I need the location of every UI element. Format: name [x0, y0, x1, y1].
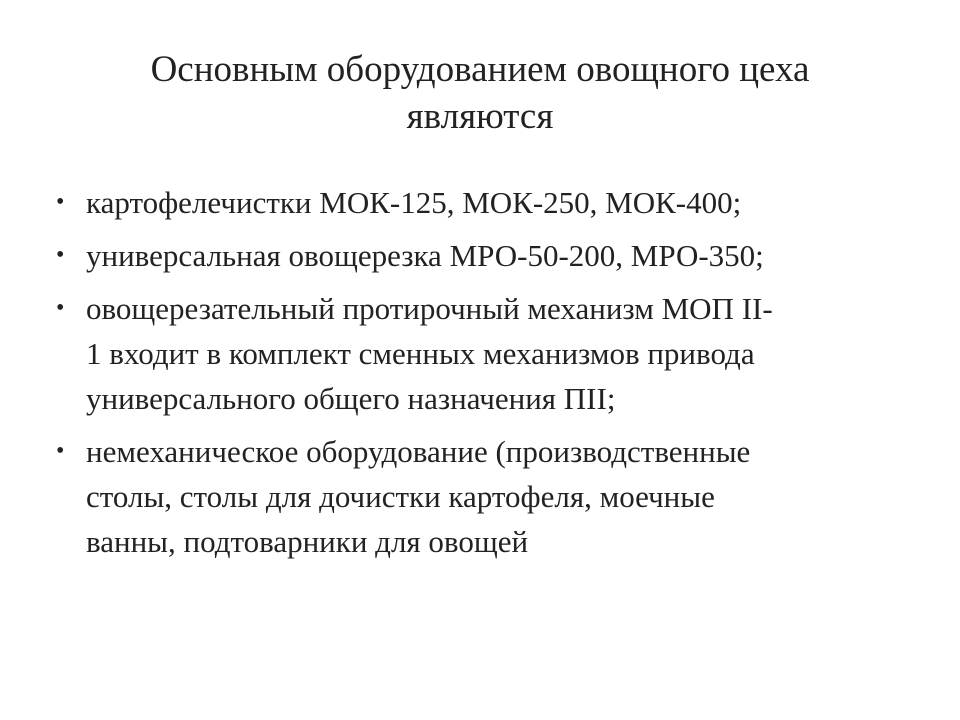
bullet-text-line: немеханическое оборудование (производственные: [86, 434, 751, 469]
bullet-text-line: 1 входит в комплект сменных механизмов привода: [86, 336, 755, 371]
bullet-icon: •: [56, 242, 65, 268]
bullet-icon: •: [56, 295, 65, 321]
bullet-text-line: картофелечистки МОК-125, МОК-250, МОК-400;: [86, 185, 742, 220]
bullet-item-potato-peelers: [56, 180, 916, 225]
slide-title: [70, 46, 890, 140]
title-line-2: являются: [406, 96, 554, 137]
bullet-list: [56, 180, 916, 572]
bullet-text-line: универсальная овощерезка МРО-50-200, МРО-350;: [86, 238, 764, 273]
title-line-1: Основным оборудованием овощного цеха: [150, 49, 810, 90]
bullet-item-vegetable-cutter: [56, 233, 916, 278]
bullet-item-grating-mechanism: [56, 286, 916, 421]
bullet-text-line: столы, столы для дочистки картофеля, моечные: [86, 479, 715, 514]
bullet-item-non-mechanical-equipment: [56, 429, 916, 564]
bullet-text-line: ванны, подтоварники для овощей: [86, 524, 529, 559]
bullet-icon: •: [56, 189, 65, 215]
bullet-text-line: универсального общего назначения ПII;: [86, 381, 616, 416]
bullet-icon: •: [56, 438, 65, 464]
bullet-text-line: овощерезательный протирочный механизм МОП II-: [86, 291, 773, 326]
